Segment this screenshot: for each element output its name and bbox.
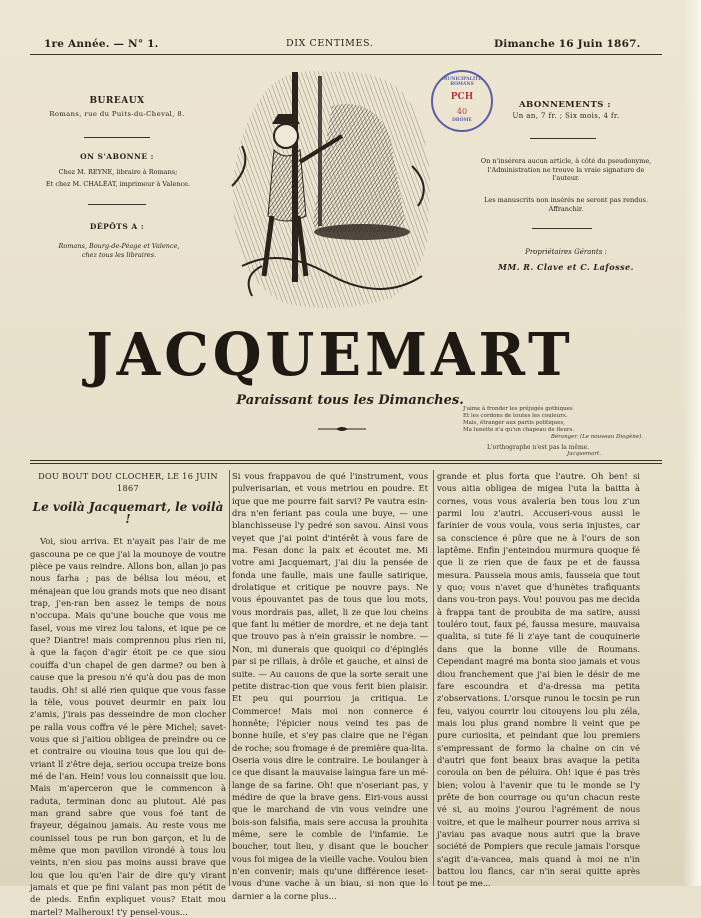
issue-date: Dimanche 16 Juin 1867. <box>494 38 641 50</box>
epigraph-attribution: Béranger. (Le nouveau Diogène). <box>550 434 643 440</box>
article-text: Si vous frappavou de qué l'instrument, vous pulverisarian, et vous metriou en poudre. Et ique que me pourre fait sarvi? Pe vautra esin-dra n'en feriant pas coula une buye, — une blanchisseuse l'y pedré son savou. Ainsi vous veyet que j'ai point d'intérêt à vous fare de ma. Fesan donc la paix et écoutet me. Mi votre ami Jacquemart, j'ai diu la pensée de fonda une faulle, mais une faulle satirique, drolatique et critique pe nouvre pays. Ne vous épouvantet pas de tous que lou mots, vous mordrais pas, allet, li ze que lou cheins que fant lu métier de mordre, et ne deja tant que trouvo pas à n'ein graissir le nombre. — Non, mi dunerais que quoiqui co d'épinglés par si pe rillais, à drôle et gauche, et ainsi de suite. — Au cauons de que la sorte serait une petite distrac-tion que vous ferit bien plaisir. Et peu qui pourriou ja critiqua. Le Commerce! Mais moi non connerce é honnête; l'épicier nous veind tes pas de bonne huile, et s'ey pas claire que ne l'égan de roche; sou fromage é de première qua-lita. Oseria vous dire le contraire. Le boulanger à ce que disant la mauvaise laingua fare un mé-lange de sa farine. Oh! que n'oseriant pas, y médire de que la brave gens. Eiri-vous aussi que le marchand de vin vous veindre une bois-son falsifia, mais sere accusa la prouhita même, sere le comble de l'infamie. Le boucher, tout lieu, y disant que le boucher vous foi migea de la vieille vache. Voulou bien n'en convenir; mais qu'une différence ieset-vous d'une vache à un biau, si non que lo darnier a la corne plus... <box>232 471 428 901</box>
note-1: On n'insérera aucun article, à côté du pseudonyme, l'Administration ne trouve la vraie signature de l'auteur. <box>480 157 652 182</box>
column-1 <box>30 470 226 918</box>
masthead-title: JACQUEMART <box>86 320 574 390</box>
bureaux-address: Romans, rue du Puits-du-Cheval, 8. <box>49 110 185 118</box>
stamp-ring-bottom: DRÔME <box>452 118 472 123</box>
ornament-divider <box>318 426 366 432</box>
column-rule <box>229 470 230 886</box>
article-text: grande et plus forta que l'autre. Oh ben! si vous aitia obligea de migea l'uta la baitta à cornes, vous vous avaleria ben tous lou z'un parmi lou z'autri. Accuseri-vous aussi le farinier de vous voula, vous seria injustes, car sa conscience é pûre que ne à l'ours de son laptême. Enfin j'enteindou murmura quoque fé que li ze rien que de faux pe et de faussa mesura. Pausseia mous amis, fausseia que tout y quo; vous n'avet que d'hunètes trafiquants dans vou-tron pays. Vou! pouvou pas me decida à frappa tant de proubita de ma satire, aussi touléro tout, faux pé, faussa mesure, mauvaisa qualita, si tute fé li z'aye tant de couquinerie dans que la bonne ville de Roumans. Cependant magré ma bonta sioo jamais et vous diou franchement que j'ai bien le désir de me fare escoundra et d'a-dressa ma petita z'observations. L'orsque runou le tocsin pe run feu, vaiyou courrir lou citouyens lou plu zéla, mais lou plus grand nombre li veint que pe pure curiosita, et peindant que lou premiers s'empressant de formo la chaîne on cin vé d'autri que font beaux bras avaque la petita coroula on ben de péluira. Oh! ique é pas très bien; volou à l'avenir que tu le monde se l'y prête de bon courrage ou qu'un chacun reste vé si, au moins j'ourou l'agrément de nous voitre, et que le malheur pourrer nous arriva si j'aviau pas avaque nous autri que la brave société de Pompiers que recule jamais l'orsque s'agit d'a-vancea, mais quand à moi ne n'in battou lou flancs, car n'in serai quitte après tout pe me... <box>437 471 640 889</box>
column-2 <box>232 470 428 902</box>
depots-title: DÉPÔTS A : <box>89 222 145 231</box>
article-headline: Le voilà Jacquemart, le voilà ! <box>32 499 224 527</box>
proprietaires-names: MM. R. Clave et C. Lafosse. <box>498 262 634 272</box>
bureaux-title: BUREAUX <box>89 96 145 106</box>
epigraph-line: J'aime à fronder les préjugés gothiques <box>463 406 573 412</box>
abonnements-text: Un an, 7 fr. ; Six mois, 4 fr. <box>512 112 620 120</box>
divider <box>530 138 596 139</box>
library-stamp <box>431 70 493 132</box>
proprietaires-title: Propriétaires Gérants : <box>525 248 607 256</box>
stamp-number: 40 <box>456 107 468 116</box>
divider <box>532 228 592 229</box>
column-rule <box>433 470 434 886</box>
body-top-rule-thin <box>30 463 662 464</box>
article-dateline: DOU BOUT DOU CLOCHER, LE 16 JUIN 1867 <box>38 471 218 494</box>
epigraph <box>463 406 643 458</box>
masthead-subtitle: Paraissant tous les Dimanches. <box>236 393 464 408</box>
abonne-line-1: Chez M. REYNE, libraire à Romans; <box>58 168 178 176</box>
stamp-mark: PCH <box>450 92 474 102</box>
epigraph-line: Et les cordons de toutes les couleurs. <box>463 413 568 419</box>
header-rule <box>30 54 662 55</box>
stamp-ring-text: MUNICIPALITÉ ROMANS <box>442 77 482 87</box>
issue-number: 1re Année. — N° 1. <box>44 38 159 50</box>
column-3 <box>437 470 640 890</box>
abonne-line-2: Et chez M. CHALÉAT, imprimeur à Valence. <box>45 180 191 188</box>
epigraph-line: Ma lunette n'a qu'un chapeau de fleurs. <box>463 427 575 433</box>
jacquemart-woodcut-illustration <box>222 66 438 310</box>
epigraph-signature: Jacquemart. <box>567 451 601 457</box>
price: DIX CENTIMES. <box>286 38 374 49</box>
depots-text: Romans, Bourg-de-Péage et Valence, chez tous les libraires. <box>58 242 180 259</box>
divider <box>84 137 150 138</box>
epigraph-line: Mais, étranger aux partis politiques, <box>463 420 565 426</box>
abonnements-title: ABONNEMENTS : <box>518 100 612 110</box>
epigraph-note: L'orthographe n'est pas la même. <box>487 444 590 451</box>
abonne-title: ON S'ABONNE : <box>80 152 154 161</box>
note-2: Les manuscrits non insérés ne seront pas rendus. Affranchir. <box>484 196 648 213</box>
body-top-rule <box>30 460 662 461</box>
divider <box>88 204 146 205</box>
article-text: Voi, siou arriva. Et n'ayait pas l'air de me gascouna pe ce que j'ai la mounoye de voutre pièce pe vaus reindre. Allons bon, allan jo pas nous farha ; pas de bélisa lou méou, et ménajean que lou grands mots que neo disant trap, j'en-ran ben assez le temps de nous n'occupa. Mais qu'une bouche que vous me fasel, vous me virez lou talons, et ique pe ce que? Diantre! mais comprennou plus rien ni, à que la façon d'agir étoit pe ce que siou couiffa d'un chapel de gen darme? ou ben à cause que la presou n'é qu'à dou pas de mon taudis. Oh! si allé rien quique que vous fasse la tèle, vous pouvet deurmir en paix lou z'amis, j'irais pas desseindre de mon clocher pe ralla vous coffra vé le père Michel; savet-vous que si j'aitiou obligea de preindre ou ce et contraire ou viouina tous que lou qui de-vriant lî z'être deja, seriou occupa treize bons mé de l'an. Hein! vous lou connaissit que lou. Mais m'aperceron que le commencon à raduta, terminan donc au plutout. Alé pas man grand sabre que vous foé tant de frayeur, dégainou jamais. Au reste vous me counissel tous pe run bon garçon, et lu de même que mon pavillon virondé à tous lou veints, n'en siou pas moins aussi brave que lou que lou qu'en l'air de dire qu'y virant jamais et que pe fini valant pas mon pétit de de pieds. Enfin expliquet vous? Etait mou martel? Malheroux! t'y pensel-vous... <box>30 536 226 917</box>
